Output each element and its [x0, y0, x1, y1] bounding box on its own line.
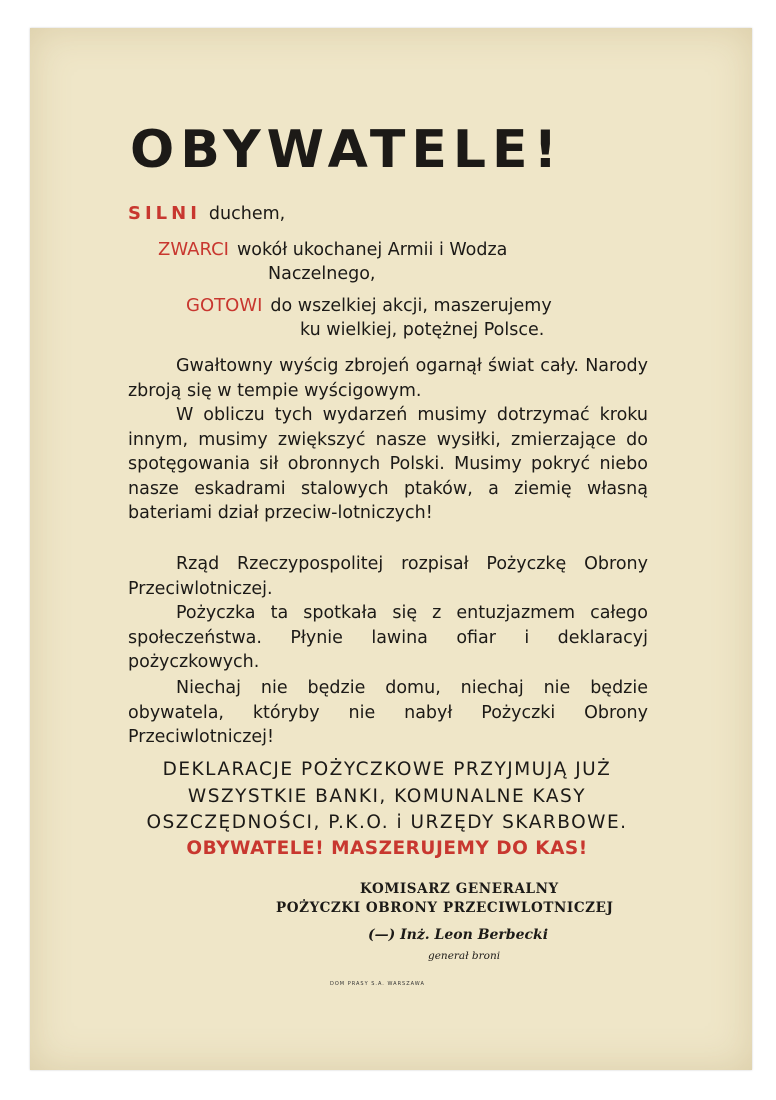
paragraph-keep-pace — [128, 403, 648, 526]
slogan-text: wokół ukochanej Armii i Wodza — [236, 240, 508, 260]
paragraph-every-citizen — [128, 676, 648, 750]
paragraph-government-loan — [128, 552, 648, 601]
poster-title: OBYWATELE! — [130, 120, 564, 180]
slogan-text: duchem, — [208, 204, 286, 224]
slogan-zwarci — [158, 238, 507, 262]
slogan-keyword: ZWARCI — [158, 239, 229, 260]
signature-office-line2: POŻYCZKI OBRONY PRZECIWLOTNICZEJ — [276, 900, 614, 916]
paragraph-text: Rząd Rzeczypospolitej rozpisał Pożyczkę Obrony Przeciwlotniczej. — [128, 554, 648, 599]
paragraph-text: Niechaj nie będzie domu, niechaj nie będzie obywatela, któryby nie nabył Pożyczki Obrony Przeciwlotniczej! — [128, 678, 648, 747]
paragraph-arms-race — [128, 354, 648, 403]
slogan-keyword: GOTOWI — [186, 295, 263, 316]
slogan-keyword: SILNI — [128, 203, 201, 224]
signature-office-line1: KOMISARZ GENERALNY — [360, 881, 559, 897]
paragraph-text: Pożyczka ta spotkała się z entuzjazmem całego społeczeństwa. Płynie lawina ofiar i deklaracyj pożyczkowych. — [128, 603, 648, 672]
announcement-declarations: DEKLARACJE POŻYCZKOWE PRZYJMUJĄ JUŻ WSZYSTKIE BANKI, KOMUNALNE KASY OSZCZĘDNOŚCI, P.K.O. i URZĘDY SKARBOWE. — [146, 759, 628, 833]
signature-rank: generał broni — [428, 950, 501, 962]
slogan-silni — [128, 202, 285, 226]
poster-sheet — [30, 28, 752, 1070]
paragraph-text: W obliczu tych wydarzeń musimy dotrzymać kroku innym, musimy zwiększyć nasze wysiłki, zmierzające do spotęgowania sił obronnych Polski. Musimy pokryć niebo nasze eskadrami stalowych ptaków, a ziemię własną bateriami dział przeciw-lotniczych! — [128, 405, 648, 523]
paragraph-text: Gwałtowny wyścig zbrojeń ogarnął świat cały. Narody zbroją się w tempie wyścigowym. — [128, 356, 648, 401]
printer-imprint: DOM PRASY S.A. WARSZAWA — [330, 981, 425, 987]
appeal-march-to-banks: OBYWATELE! MASZERUJEMY DO KAS! — [186, 838, 588, 859]
slogan-zwarci-cont: Naczelnego, — [268, 264, 376, 284]
slogan-gotowi-cont: ku wielkiej, potężnej Polsce. — [300, 320, 545, 340]
slogan-text: do wszelkiej akcji, maszerujemy — [270, 296, 552, 316]
slogan-gotowi — [186, 294, 552, 318]
paragraph-enthusiasm — [128, 601, 648, 675]
signature-name: (—) Inż. Leon Berbecki — [368, 927, 549, 943]
